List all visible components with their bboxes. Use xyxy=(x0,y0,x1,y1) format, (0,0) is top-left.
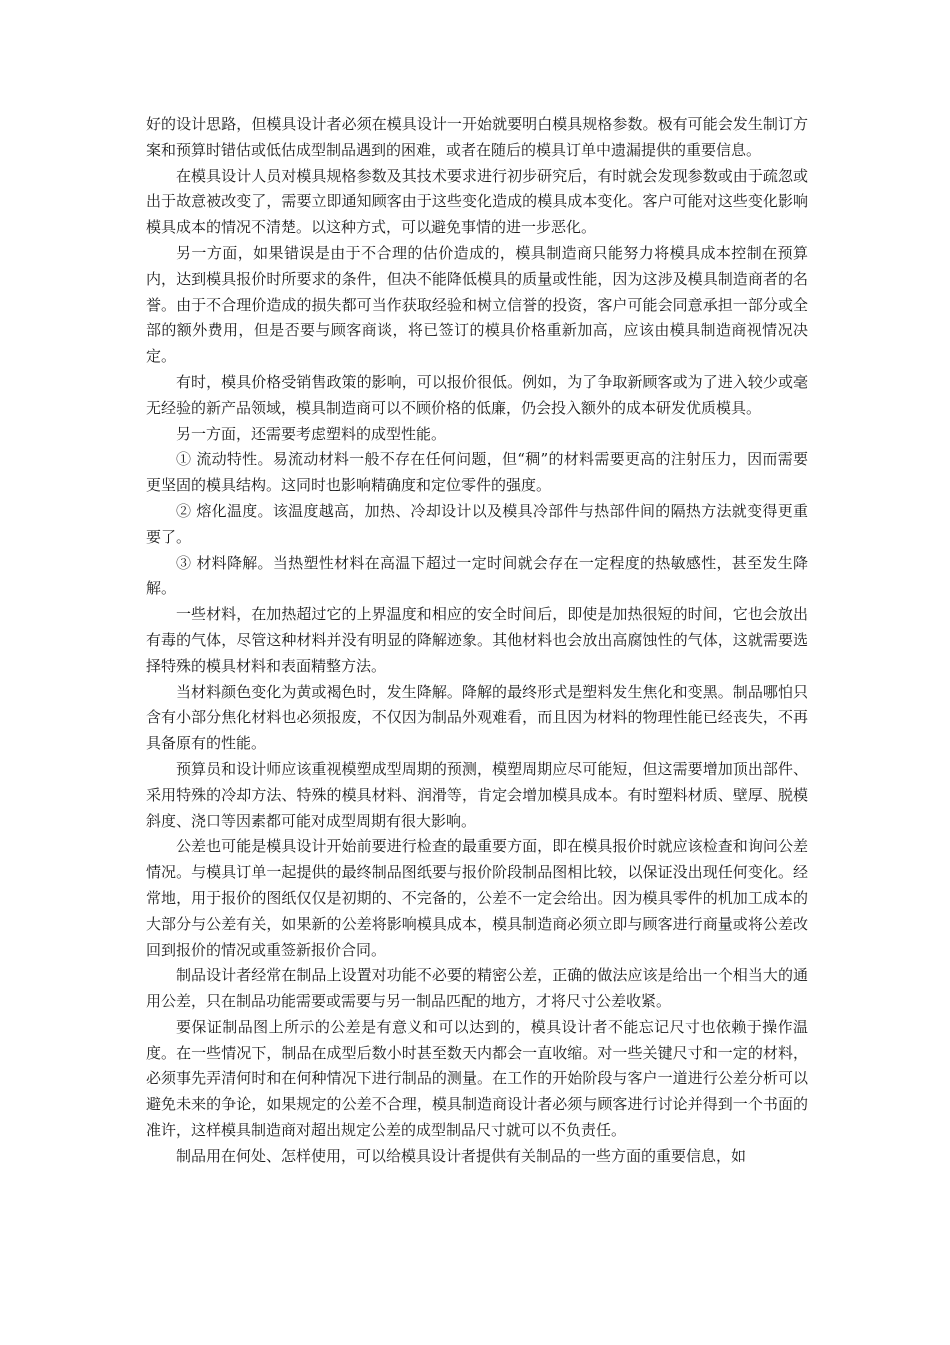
paragraph-4: 有时，模具价格受销售政策的影响，可以报价很低。例如，为了争取新顾客或为了进入较少或毫无经验的新产品领域，模具制造商可以不顾价格的低廉，仍会投入额外的成本研发优质模具。 xyxy=(146,372,808,417)
paragraph-14: 要保证制品图上所示的公差是有意义和可以达到的，模具设计者不能忘记尺寸也依赖于操作温度。在一些情况下，制品在成型后数小时甚至数天内都会一直收缩。对一些关键尺寸和一定的材料，必须事先弄清何时和在何种情况下进行制品的测量。在工作的开始阶段与客户一道进行公差分析可以避免未来的争论，如果规定的公差不合理，模具制造商设计者必须与顾客进行讨论并得到一个书面的准许，这样模具制造商对超出规定公差的成型制品尺寸就可以不负责任。 xyxy=(146,1017,808,1140)
document-body xyxy=(146,112,808,1170)
list-item-flow-property: ① 流动特性。易流动材料一般不存在任何问题，但“稠”的材料需要更高的注射压力，因而需要更坚固的模具结构。这同时也影响精确度和定位零件的强度。 xyxy=(146,450,808,495)
paragraph-5: 另一方面，还需要考虑塑料的成型性能。 xyxy=(176,424,447,443)
paragraph-9: 一些材料，在加热超过它的上界温度和相应的安全时间后，即使是加热很短的时间，它也会放出有毒的气体，尽管这种材料并没有明显的降解迹象。其他材料也会放出高腐蚀性的气体，这就需要选择特殊的模具材料和表面精整方法。 xyxy=(146,605,808,675)
paragraph-11: 预算员和设计师应该重视模塑成型周期的预测，模塑周期应尽可能短，但这需要增加顶出部件、采用特殊的冷却方法、特殊的模具材料、润滑等，肯定会增加模具成本。有时塑料材质、壁厚、脱模斜度、浇口等因素都可能对成型周期有很大影响。 xyxy=(146,759,808,830)
paragraph-13: 制品设计者经常在制品上设置对功能不必要的精密公差，正确的做法应该是给出一个相当大的通用公差，只在制品功能需要或需要与另一制品匹配的地方，才将尺寸公差收紧。 xyxy=(146,966,808,1011)
paragraph-1: 好的设计思路，但模具设计者必须在模具设计一开始就要明白模具规格参数。极有可能会发生制订方案和预算时错估或低估成型制品遇到的困难，或者在随后的模具订单中遗漏提供的重要信息。 xyxy=(146,115,808,159)
list-item-material-degradation: ③ 材料降解。当热塑性材料在高温下超过一定时间就会存在一定程度的热敏感性，甚至发生降解。 xyxy=(146,553,808,598)
paragraph-15: 制品用在何处、怎样使用，可以给模具设计者提供有关制品的一些方面的重要信息，如 xyxy=(176,1146,747,1165)
paragraph-3: 另一方面，如果错误是由于不合理的估价造成的，模具制造商只能努力将模具成本控制在预算内，达到模具报价时所要求的条件，但决不能降低模具的质量或性能，因为这涉及模具制造商者的名誉。由于不合理价造成的损失都可当作获取经验和树立信誉的投资，客户可能会同意承担一部分或全部的额外费用，但是否要与顾客商谈，将已签订的模具价格重新加高，应该由模具制造商视情况决定。 xyxy=(146,243,808,366)
list-item-melt-temperature: ② 熔化温度。该温度越高，加热、冷却设计以及模具冷部件与热部件间的隔热方法就变得更重要了。 xyxy=(146,501,808,546)
paragraph-10: 当材料颜色变化为黄或褐色时，发生降解。降解的最终形式是塑料发生焦化和变黑。制品哪怕只含有小部分焦化材料也必须报废，不仅因为制品外观难看，而且因为材料的物理性能已经丧失，不再具备原有的性能。 xyxy=(146,682,808,753)
paragraph-2: 在模具设计人员对模具规格参数及其技术要求进行初步研究后，有时就会发现参数或由于疏忽或出于故意被改变了，需要立即通知顾客由于这些变化造成的模具成本变化。客户可能对这些变化影响模具成本的情况不清楚。以这种方式，可以避免事情的进一步恶化。 xyxy=(146,166,808,237)
paragraph-12: 公差也可能是模具设计开始前要进行检查的最重要方面，即在模具报价时就应该检查和询问公差情况。与模具订单一起提供的最终制品图纸要与报价阶段制品图相比较，以保证没出现任何变化。经常地，用于报价的图纸仅仅是初期的、不完备的，公差不一定会给出。因为模具零件的机加工成本的大部分与公差有关，如果新的公差将影响模具成本，模具制造商必须立即与顾客进行商量或将公差改回到报价的情况或重签新报价合同。 xyxy=(146,837,808,959)
